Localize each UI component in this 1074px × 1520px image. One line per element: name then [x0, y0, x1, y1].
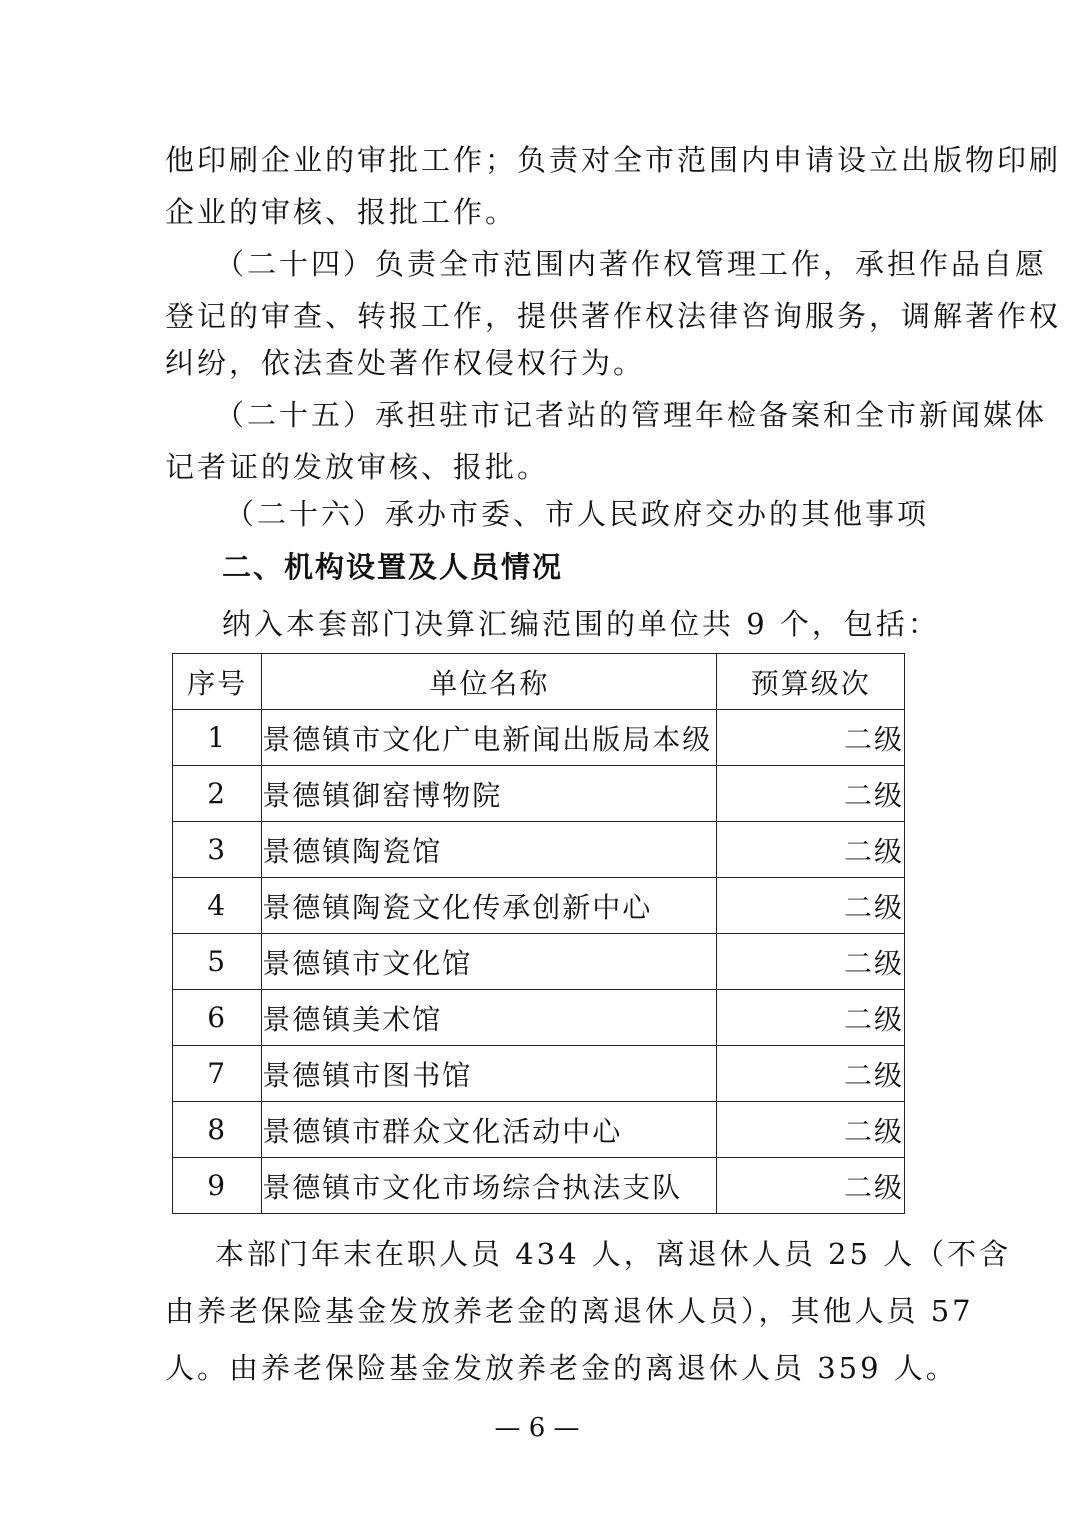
paragraph-line: 纠纷，依法查处著作权侵权行为。: [165, 346, 646, 380]
row-no: 8: [173, 1102, 262, 1158]
table-row: [173, 822, 905, 878]
row-name: 景德镇市文化市场综合执法支队: [262, 1158, 717, 1214]
intro-text: 纳入本套部门决算汇编范围的单位共 9 个，包括：: [222, 607, 940, 641]
row-no: 1: [173, 710, 262, 766]
paragraph-line: 记者证的发放审核、报批。: [165, 450, 550, 484]
row-name: 景德镇美术馆: [262, 990, 717, 1046]
staff-paragraph-line: 由养老保险基金发放养老金的离退休人员），其他人员 57: [165, 1294, 974, 1328]
row-no: 6: [173, 990, 262, 1046]
table-row: [173, 934, 905, 990]
table-header-row: [173, 654, 905, 710]
row-no: 4: [173, 878, 262, 934]
row-level: 二级: [717, 934, 905, 990]
paragraph-line: 登记的审查、转报工作，提供著作权法律咨询服务，调解著作权: [165, 299, 1062, 333]
paragraph-line: 他印刷企业的审批工作；负责对全市范围内申请设立出版物印刷: [165, 143, 1062, 177]
paragraph-line: 企业的审核、报批工作。: [165, 195, 518, 229]
staff-paragraph-line: 本部门年末在职人员 434 人，离退休人员 25 人（不含: [215, 1237, 1012, 1271]
table-row: [173, 710, 905, 766]
table-row: [173, 766, 905, 822]
table-row: [173, 1046, 905, 1102]
header-level: 预算级次: [717, 654, 905, 710]
staff-paragraph-line: 人。由养老保险基金发放养老金的离退休人员 359 人。: [165, 1351, 958, 1385]
row-level: 二级: [717, 1046, 905, 1102]
row-no: 7: [173, 1046, 262, 1102]
row-level: 二级: [717, 766, 905, 822]
row-level: 二级: [717, 822, 905, 878]
header-no: 序号: [173, 654, 262, 710]
units-table: [172, 653, 905, 1214]
row-level: 二级: [717, 710, 905, 766]
row-name: 景德镇御窑博物院: [262, 766, 717, 822]
table-row: [173, 1158, 905, 1214]
row-name: 景德镇市文化广电新闻出版局本级: [262, 710, 717, 766]
paragraph-line: （二十五）承担驻市记者站的管理年检备案和全市新闻媒体: [215, 398, 1048, 432]
row-name: 景德镇市图书馆: [262, 1046, 717, 1102]
header-name: 单位名称: [262, 654, 717, 710]
row-level: 二级: [717, 878, 905, 934]
row-level: 二级: [717, 1102, 905, 1158]
row-no: 2: [173, 766, 262, 822]
paragraph-line: （二十六）承办市委、市人民政府交办的其他事项: [225, 497, 930, 531]
paragraph-line: （二十四）负责全市范围内著作权管理工作，承担作品自愿: [215, 247, 1048, 281]
row-name: 景德镇陶瓷文化传承创新中心: [262, 878, 717, 934]
table-row: [173, 1102, 905, 1158]
row-name: 景德镇市群众文化活动中心: [262, 1102, 717, 1158]
page-number: — 6 —: [494, 1413, 580, 1443]
table-row: [173, 990, 905, 1046]
row-level: 二级: [717, 990, 905, 1046]
row-no: 9: [173, 1158, 262, 1214]
table-row: [173, 878, 905, 934]
row-name: 景德镇市文化馆: [262, 934, 717, 990]
section-heading: 二、机构设置及人员情况: [222, 550, 564, 584]
row-no: 5: [173, 934, 262, 990]
row-no: 3: [173, 822, 262, 878]
row-name: 景德镇陶瓷馆: [262, 822, 717, 878]
row-level: 二级: [717, 1158, 905, 1214]
